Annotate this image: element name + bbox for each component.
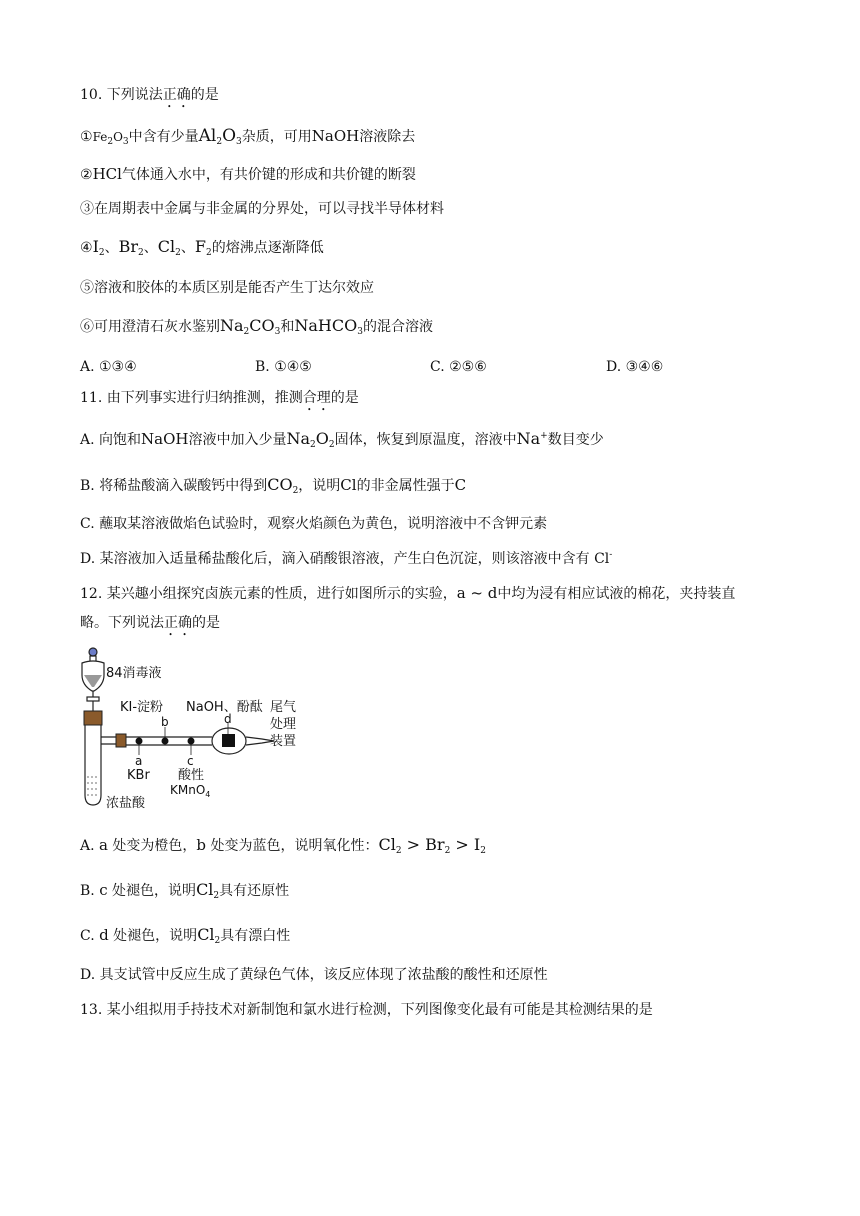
q10-stem [80,86,219,111]
q10-stem-end: 的是 [190,87,219,103]
q12-stem-line2 [80,614,220,639]
q11a-sub2: 2 [328,440,335,450]
q11a-o: O [315,429,329,448]
q12b-text: 处褪色，说明 [107,883,197,899]
cotton-a [136,738,143,745]
q11-stem-text: 11. 由下列事实进行归纳推测，推测 [80,390,303,406]
q11a-sup: + [540,431,548,441]
q12c-sub: 2 [214,936,221,946]
q10-option-a[interactable]: A. ①③④ [80,359,137,375]
s4-sub2: 2 [138,248,144,258]
q11d-text: D. 某溶液加入适量稀盐酸化后，滴入硝酸银溶液，产生白色沉淀，则该溶液中含有 Cl [80,551,610,567]
s1-sub3: 2 [216,137,223,147]
q12-option-d[interactable]: D. 具支试管中反应生成了黄绿色气体，该反应体现了浓盐酸的酸性和还原性 [80,967,548,983]
concentrated-hcl-liquid [87,777,99,795]
q11a-text: A. 向饱和 [80,432,142,448]
q12a-sub2: 2 [444,846,451,856]
q13-stem: 13. 某小组拟用手持技术对新制饱和氯水进行检测，下列图像变化最有可能是其检测结果的是 [80,1002,653,1018]
s4-f: F [194,237,206,256]
q11b-c: C [454,476,467,494]
s1-naoh: NaOH [311,127,360,145]
q12a-br: > Br [401,835,445,854]
q11-option-c[interactable]: C. 蘸取某溶液做焰色试验时，观察火焰颜色为黄色，说明溶液中不含钾元素 [80,516,548,532]
glass-tube [126,728,274,754]
q12-stem2-end: 的是 [192,615,220,631]
q12c-text: 处褪色，说明 [108,928,198,944]
s4-sub1: 2 [98,248,105,258]
q12-stem-text2: 中均为浸有相应试液的棉花，夹持装直 [497,586,736,602]
q12-emphasis: 正确 [164,615,192,631]
cotton-d [222,734,235,747]
s4-sep2: 、 [143,240,158,256]
s6-and: 和 [280,319,295,335]
label-d: d [224,712,232,726]
label-naoh-phenolphthalein: NaOH、酚酞 [186,700,263,715]
apparatus-figure [76,645,316,813]
s2-text: 气体通入水中，有共价键的形成和共价键的断裂 [121,167,416,183]
label-tail-3: 装置 [270,734,297,749]
q10-statement-6 [80,317,433,336]
q11b-text: B. 将稀盐酸滴入碳酸钙中得到 [80,478,268,494]
q12b-c: c [99,881,108,899]
q12b-sub: 2 [213,891,220,901]
side-arm-test-tube [85,725,120,805]
label-kbr: KBr [127,768,150,783]
s4-marker: ④ [80,240,93,256]
s6-nahco: NaHCO [294,316,358,335]
q11b-sub: 2 [292,486,299,496]
s4-br: Br [118,237,139,256]
q10-statement-1 [80,127,415,146]
q12b-prefix: B. [80,883,100,899]
q11a-text3: 固体，恢复到原温度，溶液中 [334,432,517,448]
s1-al: Al [198,126,217,146]
q12c-text2: 具有漂白性 [220,928,291,944]
q12a-b: b [196,836,207,854]
q12-option-a[interactable] [80,836,486,855]
label-acidic: 酸性 [178,768,205,783]
q12a-cl: Cl [378,835,396,854]
s6-co: CO [249,316,275,335]
q12a-sub1: 2 [395,846,402,856]
q10-statement-5: ⑤溶液和胶体的本质区别是能否产生丁达尔效应 [80,280,374,296]
s1-text3: 溶液除去 [359,129,416,145]
q10-stem-text: 下列说法 [106,87,163,103]
q11d-sup: - [609,550,613,560]
q12-range: a ~ d [456,584,498,602]
q11-emphasis: 合理 [302,390,331,406]
reagent-84: 84消毒液 [106,666,162,681]
q12c-prefix: C. [80,928,100,944]
s1-sub4: 3 [236,137,242,147]
stopper [84,711,102,725]
q10-number: 10. [80,87,103,103]
q12a-a: a [99,836,108,854]
q11b-cl: Cl [340,476,357,494]
label-b: b [161,715,169,729]
q12c-d: d [99,926,109,944]
q11-stem [80,389,359,414]
q12a-sub3: 2 [480,846,486,856]
q12a-text2: 处变为蓝色，说明氧化性： [206,838,379,854]
q12b-text2: 具有还原性 [219,883,290,899]
s6-sub3: 3 [357,327,363,337]
q11a-sub1: 2 [310,440,316,450]
q11-stem-end: 的是 [330,390,359,406]
q10-statement-3: ③在周期表中金属与非金属的分界处，可以寻找半导体材料 [80,201,444,217]
q12c-cl: Cl [197,925,215,944]
q12-option-b[interactable] [80,881,289,900]
s2-hcl: HCl [92,165,122,183]
s1-fe: Fe [92,130,108,144]
q12-stem2-text: 略。下列说法 [80,615,164,631]
q11a-na-ion: Na [516,429,541,448]
q11b-text3: 的非金属性强于 [356,478,455,494]
q12-stem-text: 12. 某兴趣小组探究卤族元素的性质，进行如图所示的实验， [80,586,457,602]
label-tail-2: 处理 [270,717,297,732]
q11-option-d[interactable] [80,550,612,568]
s1-marker: ① [80,129,93,145]
s4-sub3: 2 [175,248,181,258]
label-tail-1: 尾气 [270,700,297,715]
s1-sub: 2 [107,137,114,147]
label-c: c [187,754,194,768]
s4-i: I [92,237,99,256]
q11a-na: Na [286,429,311,448]
q11-option-b[interactable] [80,476,466,495]
q12a-text: 处变为橙色， [107,838,197,854]
q12a-prefix: A. [80,838,100,854]
q11-option-a[interactable] [80,430,604,449]
s1-text: 中含有少量 [128,129,199,145]
q10-option-c[interactable]: C. ②⑤⑥ [430,359,487,375]
s1-sub2: 3 [122,137,129,147]
q11a-naoh: NaOH [141,430,189,448]
q12-stem [80,584,735,603]
s6-sub1: 2 [243,327,250,337]
label-conc-hcl: 浓盐酸 [106,796,146,811]
s6-sub2: 3 [274,327,281,337]
q12b-cl: Cl [196,880,214,899]
s6-na: Na [220,316,244,335]
q11a-text4: 数目变少 [547,432,604,448]
q12-option-c[interactable] [80,926,290,945]
separatory-funnel [82,648,104,711]
s4-text: 的熔沸点逐渐降低 [211,240,324,256]
s6-text2: 的混合溶液 [362,319,433,335]
q12a-i: > I [450,835,481,854]
s1-text2: 杂质，可用 [241,129,312,145]
q11b-text2: ，说明 [298,478,341,494]
s6-text: ⑥可用澄清石灰水鉴别 [80,319,220,335]
cotton-c [188,738,195,745]
q10-option-d[interactable]: D. ③④⑥ [606,359,664,375]
s4-sep1: 、 [104,240,119,256]
tube-connector [116,734,126,747]
s4-sep3: 、 [180,240,195,256]
s2-marker: ② [80,167,93,183]
q10-statement-2 [80,165,416,184]
cotton-b [162,738,169,745]
q11a-text2: 溶液中加入少量 [188,432,287,448]
q10-emphasis: 正确 [162,87,191,103]
s4-sub4: 2 [205,248,212,258]
label-kmno4: KMnO$_4$ [170,783,211,799]
label-ki-starch: KI-淀粉 [120,700,164,715]
label-a: a [135,754,143,768]
s4-cl: Cl [157,237,176,256]
q11b-co: CO [267,475,293,494]
s1-o2: O [222,126,237,146]
q10-statement-4 [80,238,324,257]
q10-option-b[interactable]: B. ①④⑤ [255,359,312,375]
s1-o: O [113,130,123,144]
